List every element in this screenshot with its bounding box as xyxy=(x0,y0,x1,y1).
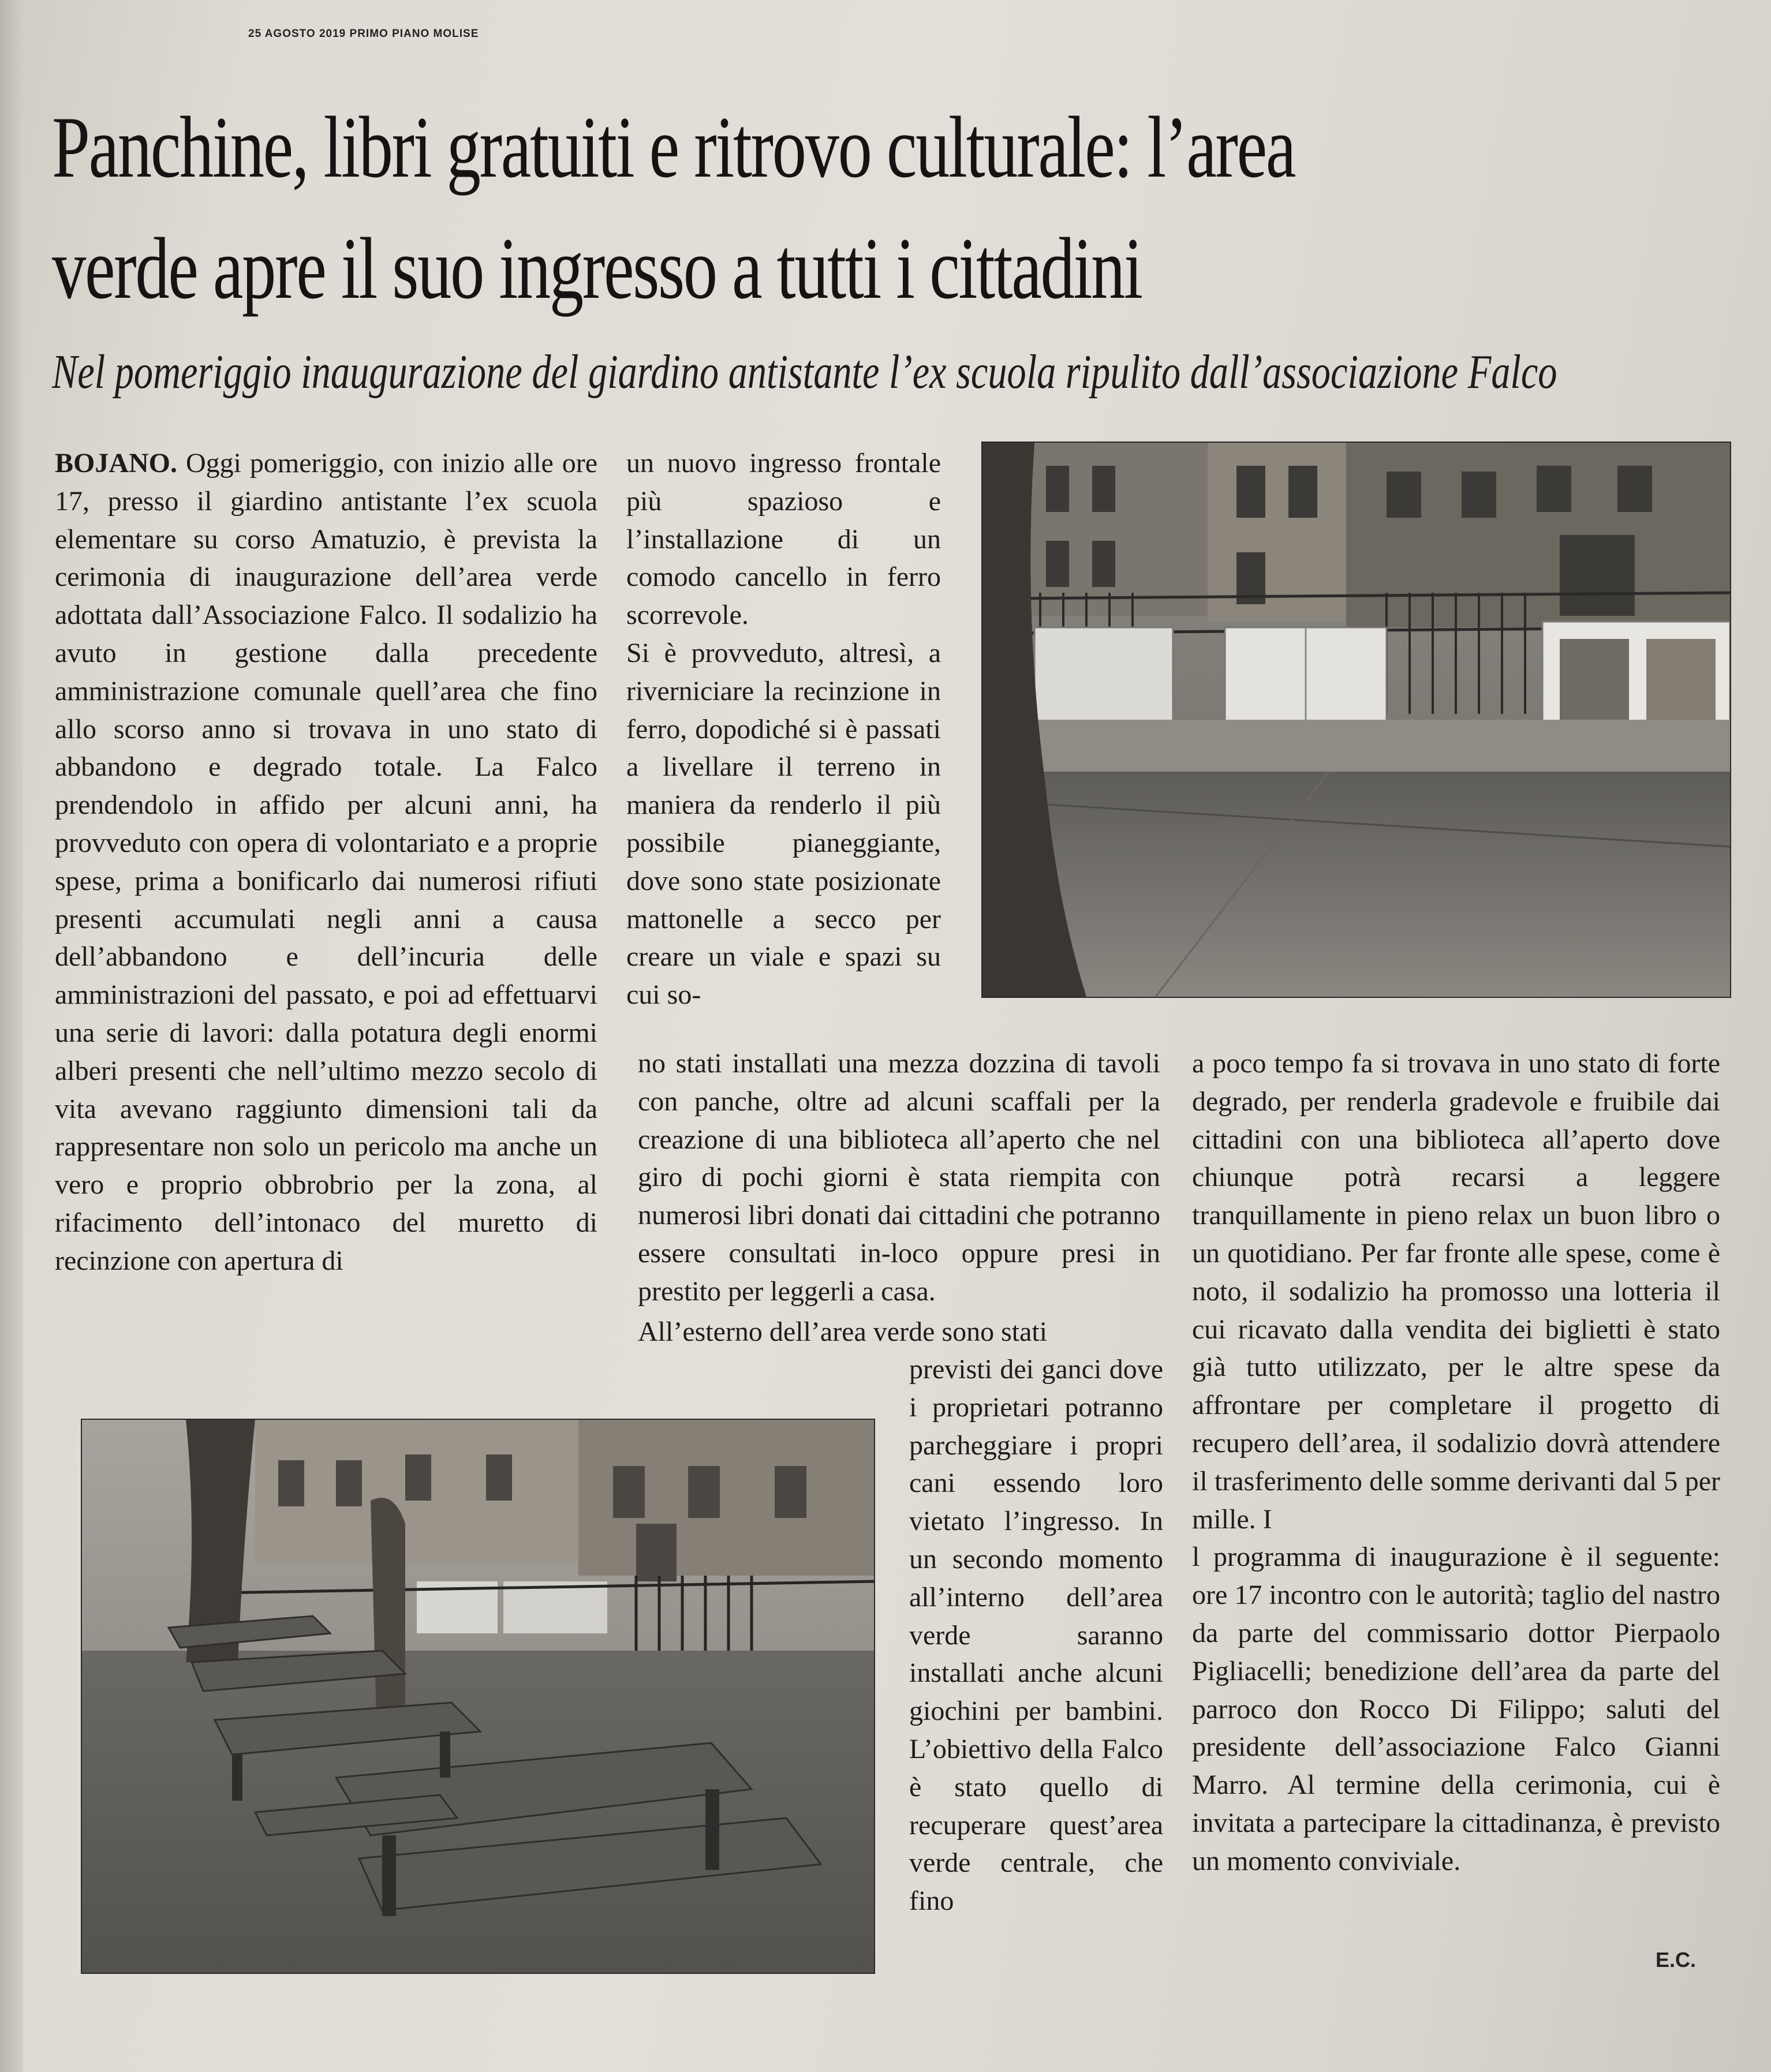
photo-garden-tables xyxy=(81,1419,875,1974)
column-2d-text: previsti dei ganci dove i proprietari potranno parcheggiare i propri cani essendo loro vietato l’ingresso. In un secondo momento all’interno dell’area verde saranno installati anche alcuni giochini per bambini. L’obiettivo della Falco è stato quello di recuperare quest’area verde centrale, che fino xyxy=(909,1354,1163,1917)
column-2b-text: no stati installati una mezza dozzina di tavoli con panche, oltre ad alcuni scaffali per la creazione di una biblioteca all’aperto che nel giro di pochi giorni è stata riempita con numerosi libri donati dai cittadini che potranno essere consultati in-loco oppure presi in prestito per leggerli a casa. xyxy=(638,1048,1160,1307)
subheadline: Nel pomeriggio inaugurazione del giardino antistante l’ex scuola ripulito dall’associazione Falco xyxy=(52,345,1557,399)
article-column-3 xyxy=(1192,1045,1720,1880)
column-2-paragraph-2: Si è provveduto, altresì, a riverniciare la recinzione in ferro, dopodiché si è passati a livellare il terreno in maniera da renderlo il più possibile pianeggiante, dove sono state posizionate mattonelle a secco per creare un viale e spazi su cui so- xyxy=(626,637,941,1011)
page-edge xyxy=(0,0,23,2072)
column-2-paragraph-1: un nuovo ingresso frontale più spazioso e l’installazione di un comodo cancello in ferro scorrevole. xyxy=(626,448,941,631)
headline-line-2: verde apre il suo ingresso a tutti i cittadini xyxy=(52,220,1142,317)
photo-garden-tables-image xyxy=(82,1420,874,1973)
photo-garden-bookshelves xyxy=(981,442,1731,998)
column-1-text: Oggi pomeriggio, con inizio alle ore 17, presso il giardino antistante l’ex scuola elementare su corso Amatuzio, è prevista la cerimonia di inaugurazione dell’area verde adottata dall’Associazione Falco. Il sodalizio ha avuto in gestione dalla precedente amministrazione comunale quell’area che fino allo scorso anno si trovava in uno stato di abbandono e degrado totale. La Falco prendendolo in affido per alcuni anni, ha provveduto con opera di volontariato e a proprie spese, prima a bonificarlo dai numerosi rifiuti presenti accumulati negli anni a causa dell’abbandono e dell’incuria delle amministrazioni del passato, e poi ad effettuarvi una serie di lavori: dalla potatura degli enormi alberi presenti che nell’ultimo mezzo secolo di vita avevano raggiunto dimensioni tali da rappresentare non solo un pericolo ma anche un vero e proprio obbrobrio per la zona, al rifacimento dell’intonaco del muretto di recinzione con apertura di xyxy=(55,448,598,1276)
photo-garden-bookshelves-image xyxy=(982,443,1730,997)
headline xyxy=(52,87,1745,329)
dateline: 25 AGOSTO 2019 PRIMO PIANO MOLISE xyxy=(248,28,479,40)
column-3-paragraph-1: a poco tempo fa si trovava in uno stato di forte degrado, per renderla gradevole e fruibile dai cittadini con una biblioteca all’aperto dove chiunque potrà recarsi a leggere tranquillamente in pieno relax un buon libro o un quotidiano. Per far fronte alle spese, come è noto, il sodalizio ha promosso una lotteria il cui ricavato dalla vendita dei biglietti è stato già tutto utilizzato, per le altre spese da affrontare per completare il progetto di recupero dell’area, il sodalizio dovrà attendere il trasferimento delle somme derivanti dal 5 per mille. I xyxy=(1192,1048,1720,1535)
headline-line-1: Panchine, libri gratuiti e ritrovo culturale: l’area xyxy=(52,99,1295,196)
byline: E.C. xyxy=(1656,1948,1697,1972)
article-lead: BOJANO. xyxy=(55,448,178,478)
article-column-2-outside xyxy=(638,1313,1160,1351)
article-column-2-continued xyxy=(638,1045,1160,1311)
article-column-2-narrow xyxy=(909,1351,1163,1920)
article-column-1 xyxy=(55,444,597,1280)
column-2c-text: All’esterno dell’area verde sono stati xyxy=(638,1316,1048,1347)
column-3-paragraph-2: l programma di inaugurazione è il seguente: ore 17 incontro con le autorità; taglio del nastro da parte del commissario dottor Pierpaolo Pigliacelli; benedizione dell’area da parte del parroco don Rocco Di Filippo; saluti del presidente dell’associazione Falco Gianni Marro. Al termine della cerimonia, cui è invitata a partecipare la cittadinanza, è previsto un momento conviviale. xyxy=(1192,1542,1720,1876)
article-column-2 xyxy=(626,444,941,1014)
